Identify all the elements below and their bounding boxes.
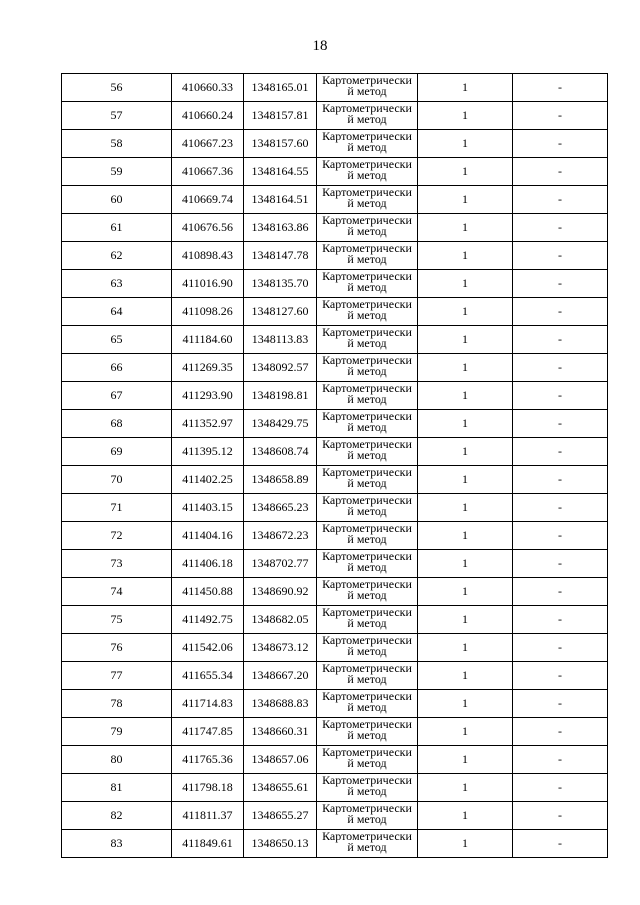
- note-cell: -: [513, 606, 608, 634]
- method-cell: [317, 494, 418, 522]
- y-coordinate-cell: 1348147.78: [244, 242, 317, 270]
- method-cell: [317, 354, 418, 382]
- y-coordinate-cell: 1348657.06: [244, 746, 317, 774]
- x-coordinate-cell: 411404.16: [172, 522, 244, 550]
- method-text: Картометрический метод: [322, 214, 412, 238]
- point-number-cell: 76: [62, 634, 172, 662]
- y-coordinate-cell: 1348198.81: [244, 382, 317, 410]
- y-coordinate-cell: 1348164.51: [244, 186, 317, 214]
- table-row: [62, 102, 608, 130]
- method-text: Картометрический метод: [322, 186, 412, 210]
- y-coordinate-cell: 1348135.70: [244, 270, 317, 298]
- y-coordinate-cell: 1348113.83: [244, 326, 317, 354]
- point-number-cell: 79: [62, 718, 172, 746]
- accuracy-cell: 1: [418, 102, 513, 130]
- x-coordinate-cell: 410669.74: [172, 186, 244, 214]
- point-number-cell: 74: [62, 578, 172, 606]
- method-cell: [317, 382, 418, 410]
- coordinates-table-body: [62, 74, 608, 858]
- y-coordinate-cell: 1348702.77: [244, 550, 317, 578]
- method-cell: [317, 158, 418, 186]
- table-row: [62, 466, 608, 494]
- note-cell: -: [513, 774, 608, 802]
- method-text: Картометрический метод: [322, 270, 412, 294]
- accuracy-cell: 1: [418, 326, 513, 354]
- note-cell: -: [513, 662, 608, 690]
- x-coordinate-cell: 411655.34: [172, 662, 244, 690]
- point-number-cell: 56: [62, 74, 172, 102]
- method-cell: [317, 186, 418, 214]
- table-row: [62, 270, 608, 298]
- table-row: [62, 438, 608, 466]
- x-coordinate-cell: 411747.85: [172, 718, 244, 746]
- note-cell: -: [513, 158, 608, 186]
- point-number-cell: 75: [62, 606, 172, 634]
- x-coordinate-cell: 411542.06: [172, 634, 244, 662]
- accuracy-cell: 1: [418, 130, 513, 158]
- note-cell: -: [513, 746, 608, 774]
- y-coordinate-cell: 1348667.20: [244, 662, 317, 690]
- accuracy-cell: 1: [418, 774, 513, 802]
- point-number-cell: 72: [62, 522, 172, 550]
- x-coordinate-cell: 411352.97: [172, 410, 244, 438]
- x-coordinate-cell: 411765.36: [172, 746, 244, 774]
- note-cell: -: [513, 74, 608, 102]
- accuracy-cell: 1: [418, 214, 513, 242]
- point-number-cell: 61: [62, 214, 172, 242]
- point-number-cell: 60: [62, 186, 172, 214]
- point-number-cell: 82: [62, 802, 172, 830]
- y-coordinate-cell: 1348429.75: [244, 410, 317, 438]
- page-number: 18: [312, 38, 328, 54]
- x-coordinate-cell: 411714.83: [172, 690, 244, 718]
- table-row: [62, 746, 608, 774]
- table-row: [62, 382, 608, 410]
- accuracy-cell: 1: [418, 634, 513, 662]
- note-cell: -: [513, 522, 608, 550]
- point-number-cell: 80: [62, 746, 172, 774]
- table-row: [62, 802, 608, 830]
- y-coordinate-cell: 1348165.01: [244, 74, 317, 102]
- accuracy-cell: 1: [418, 298, 513, 326]
- method-text: Картометрический метод: [322, 606, 412, 630]
- x-coordinate-cell: 411184.60: [172, 326, 244, 354]
- point-number-cell: 83: [62, 830, 172, 858]
- x-coordinate-cell: 411798.18: [172, 774, 244, 802]
- y-coordinate-cell: 1348665.23: [244, 494, 317, 522]
- x-coordinate-cell: 411395.12: [172, 438, 244, 466]
- accuracy-cell: 1: [418, 410, 513, 438]
- note-cell: -: [513, 494, 608, 522]
- method-cell: [317, 802, 418, 830]
- table-row: [62, 662, 608, 690]
- note-cell: -: [513, 214, 608, 242]
- method-text: Картометрический метод: [322, 550, 412, 574]
- point-number-cell: 68: [62, 410, 172, 438]
- accuracy-cell: 1: [418, 746, 513, 774]
- method-text: Картометрический метод: [322, 242, 412, 266]
- y-coordinate-cell: 1348655.27: [244, 802, 317, 830]
- x-coordinate-cell: 411406.18: [172, 550, 244, 578]
- point-number-cell: 81: [62, 774, 172, 802]
- y-coordinate-cell: 1348658.89: [244, 466, 317, 494]
- y-coordinate-cell: 1348163.86: [244, 214, 317, 242]
- table-row: [62, 326, 608, 354]
- method-cell: [317, 102, 418, 130]
- note-cell: -: [513, 382, 608, 410]
- coordinates-table: [61, 73, 608, 858]
- x-coordinate-cell: 410676.56: [172, 214, 244, 242]
- accuracy-cell: 1: [418, 158, 513, 186]
- table-row: [62, 522, 608, 550]
- method-cell: [317, 606, 418, 634]
- point-number-cell: 78: [62, 690, 172, 718]
- note-cell: -: [513, 718, 608, 746]
- method-cell: [317, 242, 418, 270]
- table-row: [62, 214, 608, 242]
- x-coordinate-cell: 411403.15: [172, 494, 244, 522]
- point-number-cell: 71: [62, 494, 172, 522]
- method-text: Картометрический метод: [322, 74, 412, 98]
- y-coordinate-cell: 1348682.05: [244, 606, 317, 634]
- table-row: [62, 578, 608, 606]
- accuracy-cell: 1: [418, 718, 513, 746]
- y-coordinate-cell: 1348650.13: [244, 830, 317, 858]
- accuracy-cell: 1: [418, 186, 513, 214]
- y-coordinate-cell: 1348127.60: [244, 298, 317, 326]
- point-number-cell: 67: [62, 382, 172, 410]
- note-cell: -: [513, 270, 608, 298]
- method-text: Картометрический метод: [322, 746, 412, 770]
- table-row: [62, 410, 608, 438]
- accuracy-cell: 1: [418, 382, 513, 410]
- method-text: Картометрический метод: [322, 802, 412, 826]
- y-coordinate-cell: 1348164.55: [244, 158, 317, 186]
- method-cell: [317, 522, 418, 550]
- method-cell: [317, 74, 418, 102]
- note-cell: -: [513, 830, 608, 858]
- method-cell: [317, 326, 418, 354]
- accuracy-cell: 1: [418, 606, 513, 634]
- method-text: Картометрический метод: [322, 662, 412, 686]
- x-coordinate-cell: 411492.75: [172, 606, 244, 634]
- point-number-cell: 77: [62, 662, 172, 690]
- accuracy-cell: 1: [418, 494, 513, 522]
- note-cell: -: [513, 242, 608, 270]
- note-cell: -: [513, 410, 608, 438]
- x-coordinate-cell: 411811.37: [172, 802, 244, 830]
- x-coordinate-cell: 411293.90: [172, 382, 244, 410]
- table-row: [62, 774, 608, 802]
- y-coordinate-cell: 1348092.57: [244, 354, 317, 382]
- method-cell: [317, 634, 418, 662]
- table-row: [62, 606, 608, 634]
- method-cell: [317, 298, 418, 326]
- method-text: Картометрический метод: [322, 382, 412, 406]
- method-cell: [317, 578, 418, 606]
- method-cell: [317, 746, 418, 774]
- table-row: [62, 158, 608, 186]
- method-text: Картометрический метод: [322, 522, 412, 546]
- note-cell: -: [513, 186, 608, 214]
- x-coordinate-cell: 411269.35: [172, 354, 244, 382]
- accuracy-cell: 1: [418, 802, 513, 830]
- table-row: [62, 690, 608, 718]
- method-cell: [317, 410, 418, 438]
- note-cell: -: [513, 578, 608, 606]
- method-text: Картометрический метод: [322, 830, 412, 854]
- method-text: Картометрический метод: [322, 634, 412, 658]
- y-coordinate-cell: 1348688.83: [244, 690, 317, 718]
- method-cell: [317, 466, 418, 494]
- table-row: [62, 634, 608, 662]
- x-coordinate-cell: 410660.24: [172, 102, 244, 130]
- point-number-cell: 64: [62, 298, 172, 326]
- table-row: [62, 74, 608, 102]
- x-coordinate-cell: 410667.36: [172, 158, 244, 186]
- accuracy-cell: 1: [418, 466, 513, 494]
- method-cell: [317, 690, 418, 718]
- method-text: Картометрический метод: [322, 718, 412, 742]
- point-number-cell: 62: [62, 242, 172, 270]
- method-text: Картометрический метод: [322, 326, 412, 350]
- method-cell: [317, 550, 418, 578]
- y-coordinate-cell: 1348690.92: [244, 578, 317, 606]
- table-row: [62, 186, 608, 214]
- note-cell: -: [513, 326, 608, 354]
- accuracy-cell: 1: [418, 690, 513, 718]
- method-text: Картометрический метод: [322, 690, 412, 714]
- method-text: Картометрический метод: [322, 354, 412, 378]
- point-number-cell: 57: [62, 102, 172, 130]
- note-cell: -: [513, 102, 608, 130]
- note-cell: -: [513, 354, 608, 382]
- method-text: Картометрический метод: [322, 298, 412, 322]
- accuracy-cell: 1: [418, 242, 513, 270]
- x-coordinate-cell: 410660.33: [172, 74, 244, 102]
- method-cell: [317, 718, 418, 746]
- accuracy-cell: 1: [418, 830, 513, 858]
- method-cell: [317, 774, 418, 802]
- method-text: Картометрический метод: [322, 130, 412, 154]
- method-cell: [317, 214, 418, 242]
- accuracy-cell: 1: [418, 354, 513, 382]
- method-text: Картометрический метод: [322, 494, 412, 518]
- point-number-cell: 59: [62, 158, 172, 186]
- x-coordinate-cell: 411016.90: [172, 270, 244, 298]
- y-coordinate-cell: 1348608.74: [244, 438, 317, 466]
- method-text: Картометрический метод: [322, 158, 412, 182]
- table-row: [62, 718, 608, 746]
- y-coordinate-cell: 1348655.61: [244, 774, 317, 802]
- table-row: [62, 354, 608, 382]
- x-coordinate-cell: 410898.43: [172, 242, 244, 270]
- accuracy-cell: 1: [418, 270, 513, 298]
- method-text: Картометрический метод: [322, 466, 412, 490]
- point-number-cell: 58: [62, 130, 172, 158]
- accuracy-cell: 1: [418, 550, 513, 578]
- y-coordinate-cell: 1348660.31: [244, 718, 317, 746]
- table-row: [62, 130, 608, 158]
- table-row: [62, 242, 608, 270]
- accuracy-cell: 1: [418, 74, 513, 102]
- note-cell: -: [513, 298, 608, 326]
- note-cell: -: [513, 438, 608, 466]
- y-coordinate-cell: 1348157.81: [244, 102, 317, 130]
- method-cell: [317, 662, 418, 690]
- point-number-cell: 69: [62, 438, 172, 466]
- method-cell: [317, 830, 418, 858]
- point-number-cell: 66: [62, 354, 172, 382]
- accuracy-cell: 1: [418, 662, 513, 690]
- point-number-cell: 63: [62, 270, 172, 298]
- note-cell: -: [513, 130, 608, 158]
- table-row: [62, 494, 608, 522]
- method-text: Картометрический метод: [322, 774, 412, 798]
- x-coordinate-cell: 411450.88: [172, 578, 244, 606]
- point-number-cell: 65: [62, 326, 172, 354]
- point-number-cell: 70: [62, 466, 172, 494]
- method-cell: [317, 438, 418, 466]
- x-coordinate-cell: 411098.26: [172, 298, 244, 326]
- note-cell: -: [513, 802, 608, 830]
- method-text: Картометрический метод: [322, 438, 412, 462]
- method-text: Картометрический метод: [322, 102, 412, 126]
- note-cell: -: [513, 634, 608, 662]
- point-number-cell: 73: [62, 550, 172, 578]
- y-coordinate-cell: 1348157.60: [244, 130, 317, 158]
- accuracy-cell: 1: [418, 438, 513, 466]
- method-cell: [317, 270, 418, 298]
- accuracy-cell: 1: [418, 522, 513, 550]
- y-coordinate-cell: 1348672.23: [244, 522, 317, 550]
- note-cell: -: [513, 690, 608, 718]
- x-coordinate-cell: 411849.61: [172, 830, 244, 858]
- table-row: [62, 298, 608, 326]
- x-coordinate-cell: 411402.25: [172, 466, 244, 494]
- method-text: Картометрический метод: [322, 578, 412, 602]
- note-cell: -: [513, 466, 608, 494]
- table-row: [62, 830, 608, 858]
- note-cell: -: [513, 550, 608, 578]
- accuracy-cell: 1: [418, 578, 513, 606]
- y-coordinate-cell: 1348673.12: [244, 634, 317, 662]
- x-coordinate-cell: 410667.23: [172, 130, 244, 158]
- method-text: Картометрический метод: [322, 410, 412, 434]
- table-row: [62, 550, 608, 578]
- method-cell: [317, 130, 418, 158]
